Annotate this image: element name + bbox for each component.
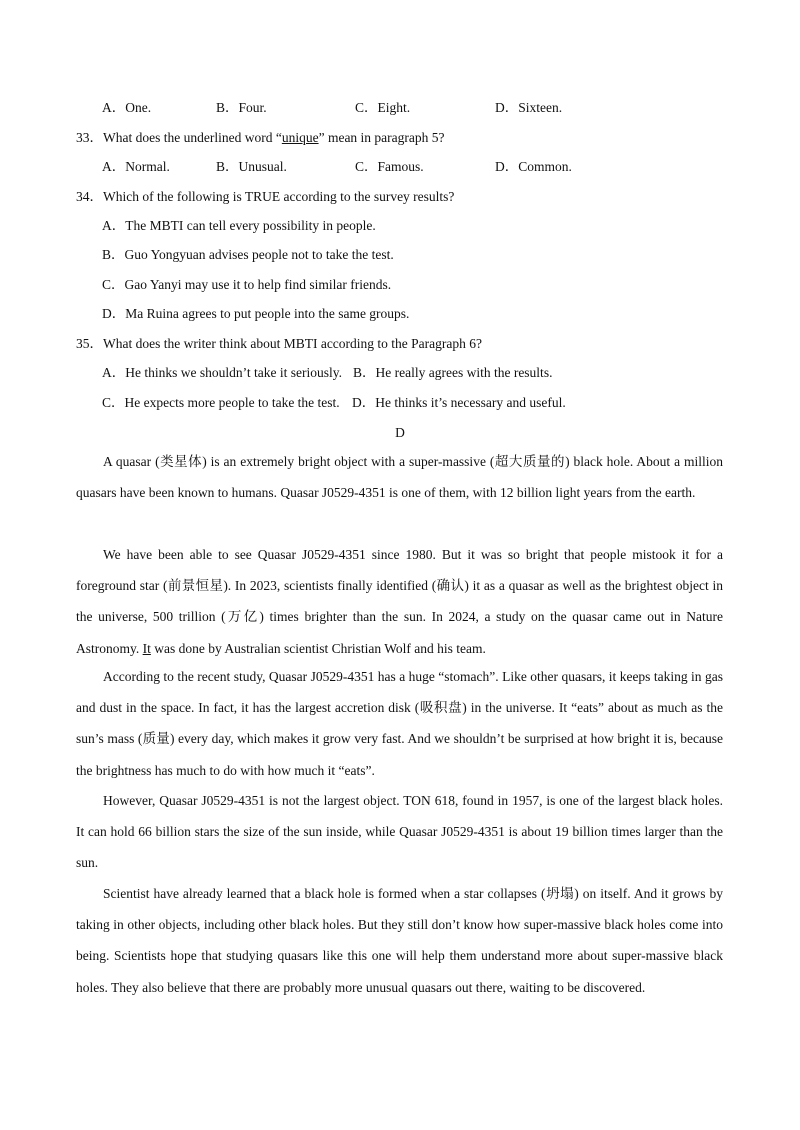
q34-stem: 34．Which of the following is TRUE according to the survey results?	[76, 189, 455, 204]
passage-paragraph-5: Scientist have already learned that a black hole is formed when a star collapses (坍塌) on itself. And it grows by taking in other objects, including other black holes. But they still don’t know how super-massive black holes come into being. Scientists hope that studying quasars like this one will help them understand more about super-massive black holes. They also believe that there are probably more unusual quasars out there, waiting to be discovered.	[76, 886, 723, 995]
paragraph-2-underlined-it: It	[142, 640, 151, 656]
paragraph-2-text-after: was done by Australian scientist Christian Wolf and his team.	[150, 640, 486, 656]
q33-text-before: What does the underlined word “	[103, 130, 282, 145]
q33-option-a: A．Normal.	[102, 159, 170, 174]
paragraph-2-text-before: We have been able to see Quasar J0529-4351 since 1980. But it was so bright that people mistook it for a foreground star (前景恒星). In 2023, scientists finally identified (确认) it as a quasar as well as the brightest object in the universe, 500 trillion (万亿) times brighter than the sun. In 2024, a study on the quasar came out in Nature Astronomy.	[76, 547, 723, 656]
passage-paragraph-2	[76, 539, 723, 664]
q34-option-a: A．The MBTI can tell every possibility in people.	[102, 218, 376, 233]
q32-option-b: B．Four.	[216, 100, 267, 115]
q35-option-a: A．He thinks we shouldn’t take it seriously.	[102, 365, 342, 380]
passage-paragraph-3: According to the recent study, Quasar J0529-4351 has a huge “stomach”. Like other quasars, it keeps taking in gas and dust in the space. In fact, it has the largest accretion disk (吸积盘) in the universe. It “eats” about as much as the sun’s mass (质量) every day, which makes it grow very fast. And we shouldn’t be surprised at how bright it is, because the brightness has much to do with how much it “eats”.	[76, 669, 723, 778]
q33-option-d: D．Common.	[495, 159, 572, 174]
section-d-title: D	[395, 425, 405, 440]
q33-underlined-word: unique	[281, 130, 319, 145]
q33-option-c: C．Famous.	[355, 159, 424, 174]
q32-option-c: C．Eight.	[355, 100, 411, 115]
q32-option-d: D．Sixteen.	[495, 100, 563, 115]
passage-paragraph-1: A quasar (类星体) is an extremely bright object with a super-massive (超大质量的) black hole. About a million quasars have been known to humans. Quasar J0529-4351 is one of them, with 12 billion light years from the earth.	[76, 454, 723, 501]
q32-option-a: A．One.	[102, 100, 152, 115]
q34-option-c: C．Gao Yanyi may use it to help find similar friends.	[102, 277, 392, 292]
q33-option-b: B．Unusual.	[216, 159, 287, 174]
q35-option-d: D．He thinks it’s necessary and useful.	[352, 395, 566, 410]
q33-number: 33．	[76, 130, 103, 145]
q35-option-b: B．He really agrees with the results.	[353, 365, 553, 380]
q33-text-after: ” mean in paragraph 5?	[318, 130, 445, 145]
q33-stem	[76, 129, 445, 147]
q34-option-d: D．Ma Ruina agrees to put people into the same groups.	[102, 306, 410, 321]
q34-option-b: B．Guo Yongyuan advises people not to take the test.	[102, 247, 394, 262]
passage-paragraph-4: However, Quasar J0529-4351 is not the largest object. TON 618, found in 1957, is one of the largest black holes. It can hold 66 billion stars the size of the sun inside, while Quasar J0529-4351 is about 19 billion times larger than the sun.	[76, 793, 723, 871]
q35-option-c: C．He expects more people to take the test.	[102, 395, 340, 410]
q35-stem: 35．What does the writer think about MBTI according to the Paragraph 6?	[76, 336, 483, 351]
